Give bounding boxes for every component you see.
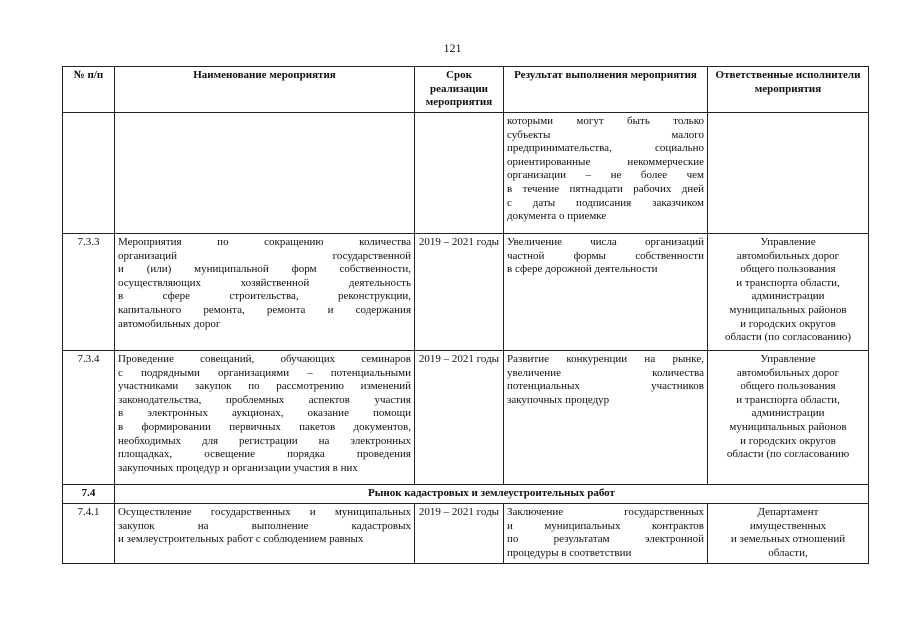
- text-line: в сфере строительства, реконструкции,: [118, 290, 411, 303]
- text-line: потенциальных участников: [507, 380, 704, 393]
- text-line: и (или) муниципальной форм собственности,: [118, 263, 411, 276]
- text-line: Увеличение числа организаций: [507, 236, 704, 248]
- cont-name-cell: [115, 113, 415, 234]
- text-line: документа о приемке: [507, 210, 607, 223]
- row-responsible: [708, 351, 869, 485]
- text-line: Заключение государственных: [507, 506, 704, 518]
- header-result: Результат выполнения мероприятия: [504, 67, 708, 113]
- text-line: муниципальных районов: [729, 303, 847, 316]
- row-result: [504, 351, 708, 485]
- table-row: [63, 351, 869, 485]
- text-line: законодательства, проблемных аспектов участия: [118, 393, 411, 406]
- table-row: [63, 234, 869, 351]
- row-term: 2019 – 2021 годы: [415, 234, 504, 351]
- text-line: общего пользования: [740, 380, 836, 393]
- text-line: Мероприятия по сокращению количества: [118, 236, 411, 248]
- cont-responsible-cell: [708, 113, 869, 234]
- text-line: общего пользования: [740, 263, 836, 276]
- text-line: субъекты малого: [507, 128, 704, 141]
- section-num: 7.4: [63, 485, 115, 504]
- row-result: [504, 234, 708, 351]
- text-line: автомобильных дорог: [736, 366, 840, 379]
- text-line: в сфере дорожной деятельности: [507, 263, 658, 276]
- text-line: Проведение совещаний, обучающих семинаров: [118, 353, 411, 365]
- row-term: 2019 – 2021 годы: [415, 504, 504, 564]
- header-num: № п/п: [63, 67, 115, 113]
- table-row: [63, 504, 869, 564]
- text-line: ориентированные некоммерческие: [507, 155, 704, 168]
- text-line: с даты подписания заказчиком: [507, 196, 704, 209]
- text-line: увеличение количества: [507, 366, 704, 379]
- text-line: участниками закупок по рассмотрению изменений: [118, 380, 411, 393]
- measures-table: [62, 66, 869, 564]
- text-line: муниципальных районов: [729, 420, 847, 433]
- text-line: и муниципальных контрактов: [507, 519, 704, 532]
- row-term: 2019 – 2021 годы: [415, 351, 504, 485]
- text-line: имущественных: [749, 519, 827, 532]
- cont-result-cell: [504, 113, 708, 234]
- continuation-row: [63, 113, 869, 234]
- row-name: [115, 504, 415, 564]
- text-line: Управление: [760, 236, 816, 248]
- text-line: организации – не более чем: [507, 169, 704, 182]
- text-line: и транспорта области,: [736, 276, 840, 289]
- row-name: [115, 234, 415, 351]
- cont-term-cell: [415, 113, 504, 234]
- text-line: в формировании первичных пакетов документов,: [118, 420, 411, 433]
- text-line: закупок на выполнение кадастровых: [118, 519, 411, 532]
- text-line: предпринимательства, социально: [507, 142, 704, 155]
- header-responsible: Ответственные исполнители мероприятия: [708, 67, 869, 113]
- row-num: 7.4.1: [63, 504, 115, 564]
- header-name: Наименование мероприятия: [115, 67, 415, 113]
- text-line: необходимых для регистрации на электронных: [118, 434, 411, 447]
- text-line: организаций государственной: [118, 249, 411, 262]
- text-line: площадках, освещение порядка проведения: [118, 448, 411, 461]
- text-line: и городских округов: [740, 317, 836, 330]
- text-line: и землеустроительных работ с соблюдением равных: [118, 533, 364, 546]
- text-line: и транспорта области,: [736, 393, 840, 406]
- text-line: осуществляющих хозяйственной деятельность: [118, 276, 411, 289]
- text-line: администрации: [751, 290, 825, 303]
- text-line: администрации: [751, 407, 825, 420]
- text-line: области (по согласованию: [726, 448, 850, 461]
- text-line: капитального ремонта, ремонта и содержания: [118, 303, 411, 316]
- row-num: 7.3.4: [63, 351, 115, 485]
- section-title: Рынок кадастровых и землеустроительных работ: [115, 485, 869, 504]
- row-responsible: [708, 504, 869, 564]
- text-line: автомобильных дорог: [118, 317, 221, 330]
- text-line: закупочных процедур и организации участия в них: [118, 461, 358, 474]
- row-name: [115, 351, 415, 485]
- text-line: Развитие конкуренции на рынке,: [507, 353, 704, 365]
- text-line: автомобильных дорог: [736, 249, 840, 262]
- text-line: Осуществление государственных и муниципальных: [118, 506, 411, 518]
- text-line: по результатам электронной: [507, 533, 704, 546]
- text-line: которыми могут быть только: [507, 115, 704, 127]
- text-line: закупочных процедур: [507, 393, 610, 406]
- text-line: области,: [768, 546, 808, 559]
- header-term: Срок реализации мероприятия: [415, 67, 504, 113]
- cont-num-cell: [63, 113, 115, 234]
- text-line: в электронных аукционах, оказание помощи: [118, 407, 411, 420]
- text-line: в течение пятнадцати рабочих дней: [507, 182, 704, 195]
- text-line: частной формы собственности: [507, 249, 704, 262]
- text-line: и городских округов: [740, 434, 836, 447]
- page-number: 121: [443, 41, 462, 55]
- section-row: [63, 485, 869, 504]
- text-line: и земельных отношений: [730, 533, 846, 546]
- row-responsible: [708, 234, 869, 351]
- row-result: [504, 504, 708, 564]
- row-num: 7.3.3: [63, 234, 115, 351]
- table-header-row: [63, 67, 869, 113]
- text-line: с подрядными организациями – потенциальными: [118, 366, 411, 379]
- text-line: Управление: [760, 353, 816, 365]
- text-line: области (по согласованию): [725, 331, 851, 344]
- text-line: процедуры в соответствии: [507, 546, 632, 559]
- text-line: Департамент: [757, 506, 819, 518]
